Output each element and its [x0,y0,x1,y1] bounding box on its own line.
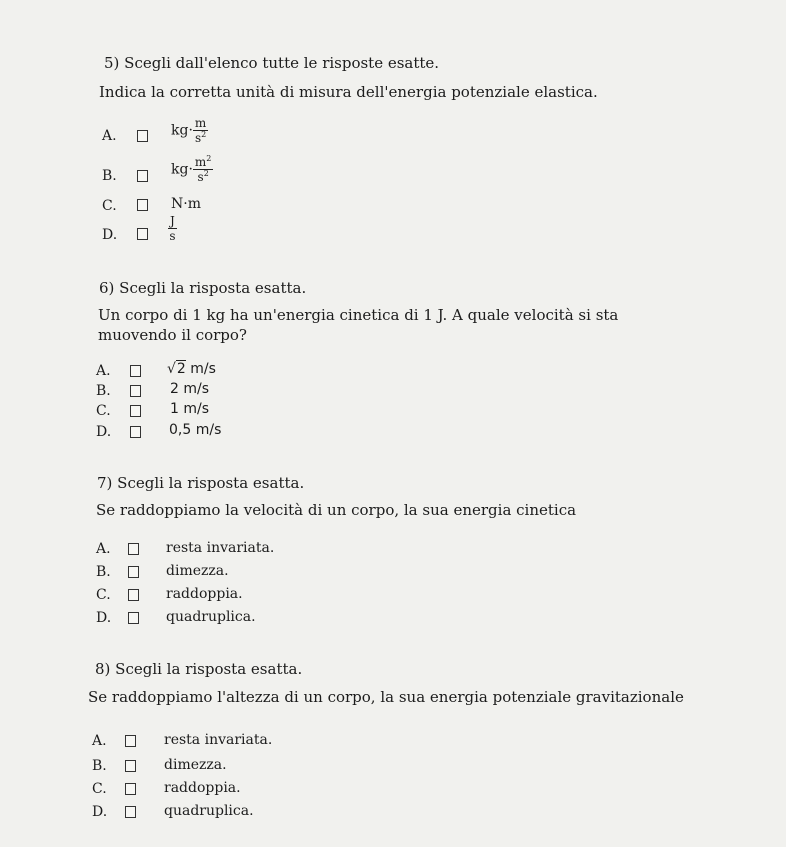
q6-stem-line2: muovendo il corpo? [98,326,247,344]
q5-option-d-den: s [169,229,176,243]
q8-stem: Se raddoppiamo l'altezza di un corpo, la sua energia potenziale gravitazionale [88,688,684,706]
q6-option-b-value: 2 m/s [170,381,210,397]
q7-option-a-value: resta invariata. [166,540,275,556]
q7-option-c-letter: C. [96,587,111,603]
q7-option-b-letter: B. [96,564,111,580]
q6-option-a-root: 2 [176,361,186,377]
q6-option-b-checkbox[interactable] [130,385,141,397]
q5-option-b-value [171,156,213,183]
q5-option-a-checkbox[interactable] [137,130,148,142]
q5-option-b-letter: B. [102,168,117,184]
q7-option-d-checkbox[interactable] [128,612,139,624]
q5-option-d-checkbox[interactable] [137,228,148,240]
q7-option-c-value: raddoppia. [166,586,243,602]
q7-option-d-letter: D. [96,610,112,626]
q8-option-b-value: dimezza. [164,757,227,773]
q7-stem: Se raddoppiamo la velocità di un corpo, la sua energia cinetica [96,501,577,519]
q8-option-d-value: quadruplica. [164,803,254,819]
q6-stem-line1: Un corpo di 1 kg ha un'energia cinetica di 1 J. A quale velocità si sta [98,306,619,324]
q5-option-c-checkbox[interactable] [137,199,148,211]
q5-option-a-prefix: kg· [171,122,193,139]
q5-option-d-value [168,215,177,242]
q7-title: 7) Scegli la risposta esatta. [97,474,305,492]
q8-option-a-value: resta invariata. [164,732,273,748]
q8-option-b-letter: B. [92,758,107,774]
q6-option-d-checkbox[interactable] [130,426,141,438]
q6-option-a-letter: A. [96,363,111,379]
q5-option-a-letter: A. [102,128,117,144]
q6-option-a-unit: m/s [190,361,216,377]
q7-option-b-checkbox[interactable] [128,566,139,578]
q8-option-a-letter: A. [92,733,107,749]
q5-option-b-den-exp: 2 [203,169,209,178]
q8-option-c-checkbox[interactable] [125,783,136,795]
q5-option-a-fraction [193,117,208,144]
q7-option-a-checkbox[interactable] [128,543,139,555]
q5-option-a-den: s [194,131,202,145]
q8-option-b-checkbox[interactable] [125,760,136,772]
q6-option-c-letter: C. [96,403,111,419]
q5-title: 5) Scegli dall'elenco tutte le risposte esatte. [104,54,440,72]
q6-option-d-value: 0,5 m/s [169,422,222,438]
q7-option-c-checkbox[interactable] [128,589,139,601]
q5-option-a-value [171,117,208,144]
q6-option-c-checkbox[interactable] [130,405,141,417]
q5-stem: Indica la corretta unità di misura dell'energia potenziale elastica. [99,83,598,101]
q5-option-a-num: m [194,116,207,130]
q6-option-b-letter: B. [96,383,111,399]
q5-option-c-value: N·m [171,196,201,212]
q5-option-b-checkbox[interactable] [137,170,148,182]
q6-option-d-letter: D. [96,424,112,440]
q7-option-a-letter: A. [96,541,111,557]
q5-option-b-num-exp: 2 [206,154,212,163]
q8-option-a-checkbox[interactable] [125,735,136,747]
q6-option-c-value: 1 m/s [170,401,210,417]
q5-option-d-fraction [168,215,177,242]
q5-option-d-letter: D. [102,227,118,243]
q7-option-b-value: dimezza. [166,563,229,579]
q5-option-b-num: m [194,155,207,169]
q5-option-b-prefix: kg· [171,161,193,178]
q6-title: 6) Scegli la risposta esatta. [99,279,307,297]
q5-option-c-letter: C. [102,198,117,214]
q5-option-b-fraction [193,156,213,183]
q8-option-c-letter: C. [92,781,107,797]
q6-option-a-value [167,361,216,377]
q5-option-a-den-exp: 2 [201,130,207,139]
q8-title: 8) Scegli la risposta esatta. [95,660,303,678]
q6-option-a-checkbox[interactable] [130,365,141,377]
q8-option-d-checkbox[interactable] [125,806,136,818]
q8-option-d-letter: D. [92,804,108,820]
q5-option-d-num: J [170,214,175,228]
q5-option-b-den: s [197,170,204,184]
q7-option-d-value: quadruplica. [166,609,256,625]
q8-option-c-value: raddoppia. [164,780,241,796]
sqrt-icon: √ [167,361,176,377]
